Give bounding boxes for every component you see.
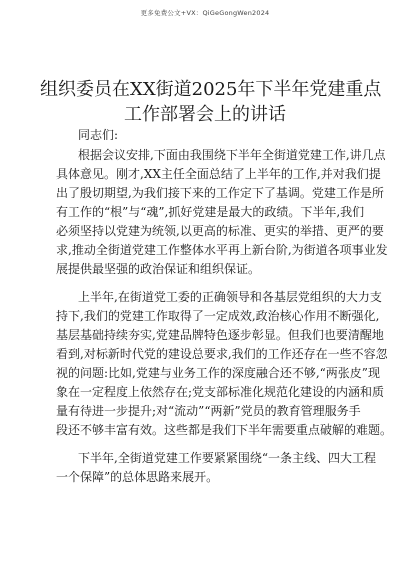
header-note: 更多免费公文+VX：QiGeGongWen2024 bbox=[140, 9, 270, 17]
paragraph-2-line-2: 持下,我们的党建工作取得了一定成效,政治核心作用不断强化, bbox=[56, 309, 380, 323]
paragraph-1-line-7: 展提供最坚强的政治保证和组织保证。 bbox=[56, 262, 261, 276]
document-title-line-2: 工作部署会上的讲话 bbox=[124, 104, 286, 125]
paragraph-1-line-5: 必须坚持以党建为统领,以更高的标准、更实的举措、更严的要 bbox=[56, 224, 384, 238]
paragraph-2-line-8: 段还不够丰富有效。这些都是我们下半年需要重点破解的难题。 bbox=[56, 423, 393, 437]
paragraph-1-line-1: 根据会议安排,下面由我围绕下半年全街道党建工作,讲几点 bbox=[78, 148, 386, 162]
paragraph-3-line-1: 下半年,全街道党建工作要紧紧围绕“一条主线、四大工程 bbox=[78, 451, 376, 465]
paragraph-2-line-7: 量有待进一步提升;对“流动”“两新”党员的教育管理服务手 bbox=[56, 404, 361, 418]
paragraph-1-line-3: 出了殷切期望,为我们接下来的工作定下了基调。党建工作是所 bbox=[56, 186, 384, 200]
paragraph-1-line-2: 具体意见。刚才,XX主任全面总结了上半年的工作,并对我们提 bbox=[56, 167, 381, 181]
document-title-line-1: 组织委员在XX街道2025年下半年党建重点 bbox=[40, 79, 382, 100]
paragraph-2-line-5: 视的问题:比如,党建与业务工作的深度融合还不够,“两张皮”现 bbox=[56, 366, 380, 380]
salutation: 同志们: bbox=[78, 128, 119, 142]
paragraph-1-line-6: 求,推动全街道党建工作整体水平再上新台阶,为街道各项事业发 bbox=[56, 243, 388, 257]
paragraph-2-line-1: 上半年,在街道党工委的正确领导和各基层党组织的大力支 bbox=[78, 290, 382, 304]
paragraph-2-line-3: 基层基础持续夯实,党建品牌特色逐步彰显。但我们也要清醒地 bbox=[56, 328, 384, 342]
paragraph-2-line-6: 象在一定程度上依然存在;党支部标准化规范化建设的内涵和质 bbox=[56, 385, 385, 399]
paragraph-2-line-4: 看到,对标新时代党的建设总要求,我们的工作还存在一些不容忽 bbox=[56, 347, 388, 361]
paragraph-1-line-4: 有工作的“根”与“魂”,抓好党建是最大的政绩。下半年,我们 bbox=[56, 205, 365, 219]
paragraph-3-line-2: 一个保障”的总体思路来展开。 bbox=[56, 470, 219, 484]
